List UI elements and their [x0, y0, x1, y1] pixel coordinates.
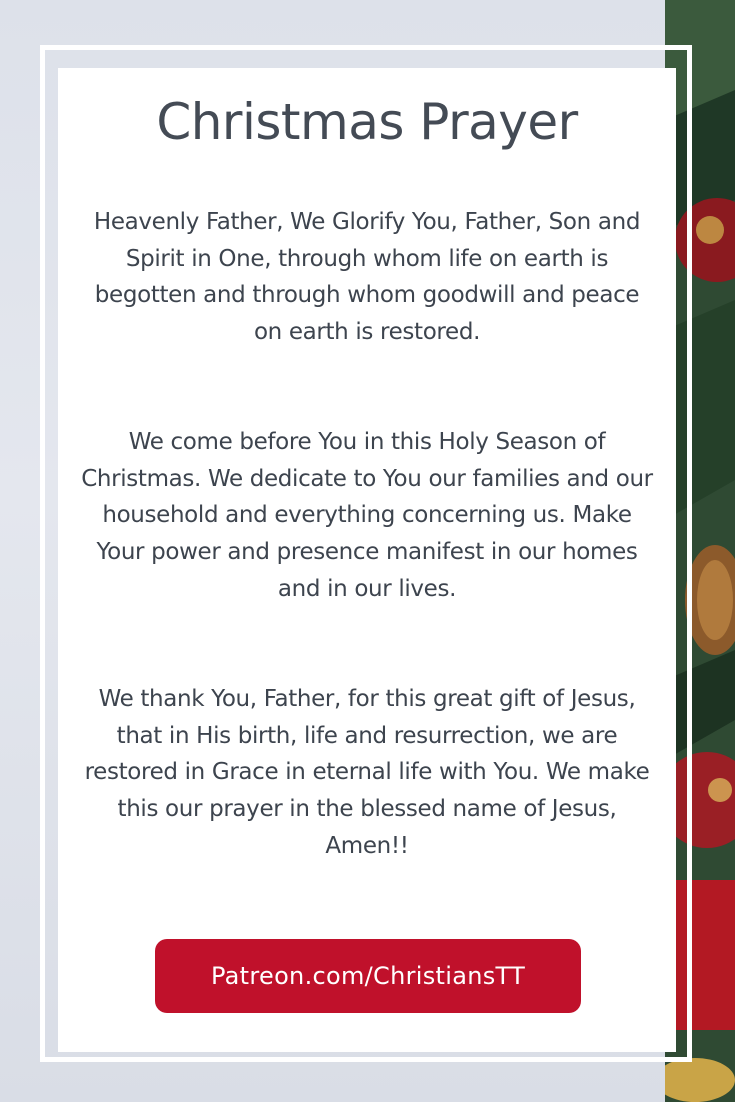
prayer-paragraph-2: We come before You in this Holy Season of Christmas. We dedicate to You our families and our household and everything concerning us. Make Your power and presence manifest in our homes and in our lives.	[81, 429, 653, 602]
patreon-link-button[interactable]: Patreon.com/ChristiansTT	[155, 939, 581, 1013]
prayer-card	[58, 68, 676, 1052]
prayer-paragraph-1: Heavenly Father, We Glorify You, Father, Son and Spirit in One, through whom life on earth is begotten and through whom goodwill and peace on earth is restored.	[93, 209, 641, 346]
page-title: Christmas Prayer	[156, 93, 578, 151]
prayer-paragraph-3: We thank You, Father, for this great gift of Jesus, that in His birth, life and resurrection, we are restored in Grace in eternal life with You. We make this our prayer in the blessed name of Jesus, Amen!!	[84, 686, 650, 859]
